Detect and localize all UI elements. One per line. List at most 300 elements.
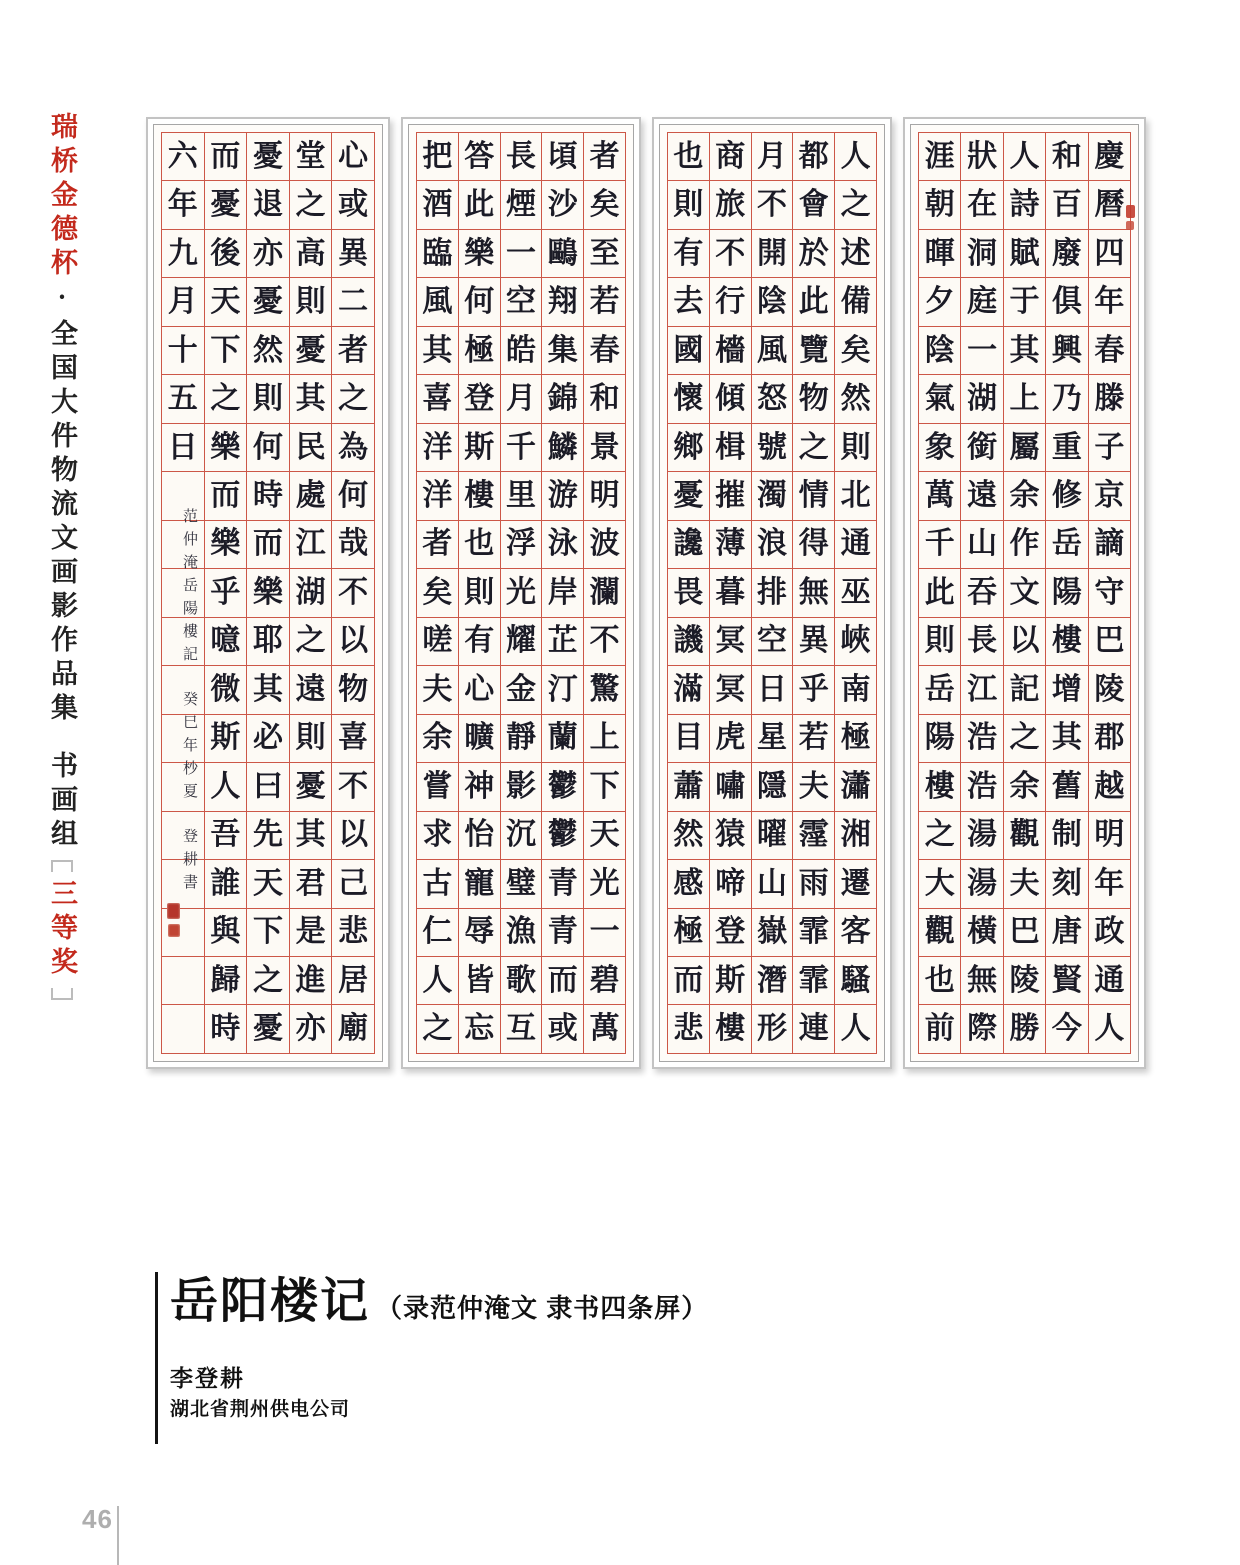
calligraphy-cell: 人 (1009, 139, 1040, 173)
calligraphy-cell: 曜 (752, 811, 793, 859)
calligraphy-cell: 青 (542, 908, 583, 956)
calligraphy-cell: 而 (205, 471, 247, 519)
calligraphy-cell: 其 (290, 811, 332, 859)
calligraphy-cell: 上 (1004, 374, 1045, 422)
calligraphy-cell: 也 (919, 956, 960, 1004)
calligraphy-cell: 煙 (501, 180, 542, 228)
calligraphy-cell: 沙 (542, 180, 583, 228)
calligraphy-cell: 京 (1089, 471, 1130, 519)
calligraphy-cell: 憂 (668, 471, 709, 519)
calligraphy-cell: 憂 (247, 277, 289, 325)
calligraphy-cell: 里 (501, 471, 542, 519)
calligraphy-cell: 制 (1046, 811, 1087, 859)
calligraphy-panel (401, 117, 641, 1069)
calligraphy-cell: 傾 (710, 374, 751, 422)
calligraphy-cell: 與 (205, 908, 247, 956)
calligraphy-cell: 夫 (793, 762, 834, 810)
calligraphy-cell: 悲 (332, 908, 374, 956)
calligraphy-cell: 人 (840, 139, 871, 173)
calligraphy-cell: 有 (668, 229, 709, 277)
calligraphy-cell: 和 (584, 374, 625, 422)
calligraphy-cell: 辱 (459, 908, 500, 956)
calligraphy-cell: 己 (332, 859, 374, 907)
calligraphy-cell: 以 (1004, 617, 1045, 665)
calligraphy-cell: 樓 (1046, 617, 1087, 665)
calligraphy-cell: 此 (919, 568, 960, 616)
panel-column (289, 133, 332, 1053)
calligraphy-cell: 皓 (501, 326, 542, 374)
calligraphy-cell: 樓 (919, 762, 960, 810)
calligraphy-cell: 耶 (247, 617, 289, 665)
calligraphy-cell: 江 (290, 520, 332, 568)
calligraphy-cell: 萬 (919, 471, 960, 519)
calligraphy-cell: 屬 (1004, 423, 1045, 471)
calligraphy-cell: 而 (247, 520, 289, 568)
calligraphy-cell: 君 (290, 859, 332, 907)
calligraphy-cell: 浩 (961, 714, 1002, 762)
calligraphy-cell: 曆 (1089, 180, 1130, 228)
calligraphy-cell: 憂 (290, 762, 332, 810)
panel-column (1045, 133, 1087, 1053)
panel-column (919, 133, 960, 1053)
calligraphy-cell: 為 (332, 423, 374, 471)
calligraphy-cell: 洋 (417, 423, 458, 471)
calligraphy-cell: 下 (205, 326, 247, 374)
calligraphy-cell: 瀾 (584, 568, 625, 616)
panel-paper (416, 132, 626, 1054)
calligraphy-cell: 之 (332, 374, 374, 422)
calligraphy-cell: 年 (1089, 277, 1130, 325)
panel-frame-inner (659, 124, 885, 1062)
calligraphy-cell: 鬱 (542, 811, 583, 859)
calligraphy-cell: 修 (1046, 471, 1087, 519)
calligraphy-cell: 潛 (752, 956, 793, 1004)
calligraphy-cell: 賦 (1004, 229, 1045, 277)
calligraphy-panel (652, 117, 892, 1069)
calligraphy-cell: 霪 (793, 811, 834, 859)
calligraphy-cell: 興 (1046, 326, 1087, 374)
calligraphy-cell: 百 (1046, 180, 1087, 228)
calligraphy-cell: 高 (290, 229, 332, 277)
calligraphy-cell: 然 (668, 811, 709, 859)
calligraphy-cell: 物 (793, 374, 834, 422)
calligraphy-cell: 陽 (1046, 568, 1087, 616)
calligraphy-cell: 慶 (1094, 139, 1125, 173)
calligraphy-cell: 通 (835, 520, 876, 568)
calligraphy-cell: 明 (584, 471, 625, 519)
competition-name-black: ·全国大件物流文画影作品集 (47, 282, 77, 727)
calligraphy-cell: 吞 (961, 568, 1002, 616)
calligraphy-cell: 號 (752, 423, 793, 471)
calligraphy-cell: 樂 (205, 423, 247, 471)
calligraphy-cell: 酒 (417, 180, 458, 228)
calligraphy-cell: 以 (332, 617, 374, 665)
calligraphy-cell: 或 (542, 1004, 583, 1052)
panel-column (668, 133, 709, 1053)
group-label: 书画组 (47, 751, 77, 853)
calligraphy-cell: 雨 (793, 859, 834, 907)
calligraphy-cell: 極 (668, 908, 709, 956)
calligraphy-cell: 之 (205, 374, 247, 422)
calligraphy-cell: 極 (459, 326, 500, 374)
calligraphy-cell: 微 (205, 665, 247, 713)
calligraphy-cell: 岳 (919, 665, 960, 713)
calligraphy-cell: 朝 (919, 180, 960, 228)
calligraphy-cell: 夫 (417, 665, 458, 713)
calligraphy-cell: 湯 (961, 859, 1002, 907)
calligraphy-cell: 春 (584, 326, 625, 374)
calligraphy-cell: 芷 (542, 617, 583, 665)
calligraphy-cell: 庭 (961, 277, 1002, 325)
calligraphy-cell: 月 (162, 277, 204, 325)
calligraphy-cell: 感 (668, 859, 709, 907)
calligraphy-cell: 觀 (1004, 811, 1045, 859)
calligraphy-cell: 何 (247, 423, 289, 471)
calligraphy-cell: 求 (417, 811, 458, 859)
calligraphy-cell: 一 (961, 326, 1002, 374)
calligraphy-cell: 情 (793, 471, 834, 519)
calligraphy-cell: 璧 (501, 859, 542, 907)
calligraphy-cell: 則 (459, 568, 500, 616)
calligraphy-cell: 騷 (835, 956, 876, 1004)
calligraphy-cell: 異 (332, 229, 374, 277)
signature-text-3: 登耕書 (181, 828, 197, 897)
calligraphy-cell: 啼 (710, 859, 751, 907)
calligraphy-cell: 也 (673, 139, 704, 173)
calligraphy-cell: 樂 (459, 229, 500, 277)
calligraphy-cell: 或 (332, 180, 374, 228)
calligraphy-cell: 懷 (668, 374, 709, 422)
calligraphy-cell: 萬 (584, 1004, 625, 1052)
calligraphy-cell: 波 (584, 520, 625, 568)
calligraphy-cell: 何 (332, 471, 374, 519)
calligraphy-cell: 郡 (1089, 714, 1130, 762)
calligraphy-cell: 若 (793, 714, 834, 762)
calligraphy-cell: 象 (919, 423, 960, 471)
calligraphy-cell: 于 (1004, 277, 1045, 325)
panel-column (583, 133, 625, 1053)
award-bracket-close-icon (51, 988, 73, 1000)
calligraphy-cell: 寵 (459, 859, 500, 907)
calligraphy-cell: 風 (752, 326, 793, 374)
calligraphy-cell: 民 (290, 423, 332, 471)
calligraphy-cell: 暉 (919, 229, 960, 277)
calligraphy-cell: 六 (167, 139, 198, 173)
calligraphy-cell: 狀 (967, 139, 998, 173)
calligraphy-cell: 蘭 (542, 714, 583, 762)
calligraphy-cell: 空 (501, 277, 542, 325)
calligraphy-cell: 不 (332, 568, 374, 616)
calligraphy-cell: 氣 (919, 374, 960, 422)
calligraphy-cell: 者 (589, 139, 620, 173)
calligraphy-cell: 哉 (332, 520, 374, 568)
calligraphy-cell: 千 (919, 520, 960, 568)
calligraphy-cell: 憂 (252, 139, 283, 173)
panel-column (1088, 133, 1130, 1053)
calligraphy-cell: 嘯 (710, 762, 751, 810)
calligraphy-cell: 巴 (1004, 908, 1045, 956)
calligraphy-cell: 樂 (205, 520, 247, 568)
calligraphy-cell: 此 (793, 277, 834, 325)
calligraphy-cell: 陽 (919, 714, 960, 762)
calligraphy-cell: 遠 (961, 471, 1002, 519)
panel-column (417, 133, 458, 1053)
calligraphy-cell: 汀 (542, 665, 583, 713)
panel-frame-inner (408, 124, 634, 1062)
calligraphy-panel (146, 117, 390, 1069)
calligraphy-cell: 增 (1046, 665, 1087, 713)
calligraphy-cell: 陰 (919, 326, 960, 374)
calligraphy-panel (903, 117, 1146, 1069)
panel-column (709, 133, 751, 1053)
panel-column (246, 133, 289, 1053)
calligraphy-cell: 洋 (417, 471, 458, 519)
calligraphy-cell (162, 956, 204, 1004)
calligraphy-cell: 浪 (752, 520, 793, 568)
calligraphy-cell: 亦 (247, 229, 289, 277)
calligraphy-cell: 則 (290, 277, 332, 325)
calligraphy-cell: 之 (417, 1004, 458, 1052)
calligraphy-cell: 備 (835, 277, 876, 325)
calligraphy-cell: 千 (501, 423, 542, 471)
calligraphy-cell: 遷 (835, 859, 876, 907)
calligraphy-cell: 記 (1004, 665, 1045, 713)
calligraphy-cell: 通 (1089, 956, 1130, 1004)
calligraphy-cell: 何 (459, 277, 500, 325)
calligraphy-cell (162, 1004, 204, 1052)
calligraphy-cell: 讒 (668, 520, 709, 568)
calligraphy-cell: 際 (961, 1004, 1002, 1052)
calligraphy-cell: 下 (584, 762, 625, 810)
calligraphy-cell: 憂 (247, 1004, 289, 1052)
signature-text-2: 癸巳年杪夏 (181, 691, 197, 806)
calligraphy-cell: 二 (332, 277, 374, 325)
calligraphy-cell: 勝 (1004, 1004, 1045, 1052)
award-bracket-open-icon (51, 860, 73, 872)
calligraphy-cell: 國 (668, 326, 709, 374)
calligraphy-cell: 湖 (290, 568, 332, 616)
calligraphy-cell: 舊 (1046, 762, 1087, 810)
calligraphy-cell: 賢 (1046, 956, 1087, 1004)
calligraphy-cell: 之 (793, 423, 834, 471)
calligraphy-cell: 浮 (501, 520, 542, 568)
calligraphy-cell: 楫 (710, 423, 751, 471)
calligraphy-cell: 山 (961, 520, 1002, 568)
calligraphy-cell: 滕 (1089, 374, 1130, 422)
calligraphy-cell: 會 (793, 180, 834, 228)
calligraphy-cell: 俱 (1046, 277, 1087, 325)
calligraphy-cell: 堂 (295, 139, 326, 173)
calligraphy-cell: 斯 (710, 956, 751, 1004)
calligraphy-cell: 鄉 (668, 423, 709, 471)
calligraphy-cell: 冥 (710, 617, 751, 665)
calligraphy-cell: 先 (247, 811, 289, 859)
calligraphy-cell: 湯 (961, 811, 1002, 859)
calligraphy-cell: 泳 (542, 520, 583, 568)
calligraphy-cell: 四 (1089, 229, 1130, 277)
calligraphy-cell: 不 (584, 617, 625, 665)
calligraphy-cell: 鱗 (542, 423, 583, 471)
calligraphy-cell: 其 (290, 374, 332, 422)
calligraphy-cell: 春 (1089, 326, 1130, 374)
artwork-title: 岳阳楼记 (170, 1275, 371, 1328)
calligraphy-cell: 進 (290, 956, 332, 1004)
calligraphy-cell: 之 (1004, 714, 1045, 762)
calligraphy-cell: 長 (505, 139, 536, 173)
calligraphy-cell: 政 (1089, 908, 1130, 956)
calligraphy-cell: 噫 (205, 617, 247, 665)
calligraphy-cell: 不 (332, 762, 374, 810)
calligraphy-cell: 錦 (542, 374, 583, 422)
panel-paper (667, 132, 877, 1054)
calligraphy-cell: 巫 (835, 568, 876, 616)
calligraphy-cell: 觀 (919, 908, 960, 956)
calligraphy-cell: 也 (459, 520, 500, 568)
calligraphy-cell: 頃 (547, 139, 578, 173)
leading-seal (1126, 205, 1135, 218)
calligraphy-cell: 刻 (1046, 859, 1087, 907)
calligraphy-cell: 喜 (417, 374, 458, 422)
artist-organization: 湖北省荆州供电公司 (170, 1399, 351, 1420)
calligraphy-cell: 岸 (542, 568, 583, 616)
calligraphy-cell: 銜 (961, 423, 1002, 471)
calligraphy-cell: 青 (542, 859, 583, 907)
calligraphy-cell: 開 (752, 229, 793, 277)
calligraphy-cell: 守 (1089, 568, 1130, 616)
calligraphy-cell: 忘 (459, 1004, 500, 1052)
calligraphy-cell: 摧 (710, 471, 751, 519)
caption-divider (155, 1272, 158, 1444)
calligraphy-cell: 陵 (1004, 956, 1045, 1004)
competition-name-red: 瑞桥金德杯 (47, 112, 77, 282)
calligraphy-cell: 排 (752, 568, 793, 616)
calligraphy-cell: 重 (1046, 423, 1087, 471)
calligraphy-cell: 長 (961, 617, 1002, 665)
calligraphy-cell: 驚 (584, 665, 625, 713)
panel-column (500, 133, 542, 1053)
calligraphy-cell: 在 (961, 180, 1002, 228)
panel-column (792, 133, 834, 1053)
calligraphy-cell: 日 (162, 423, 204, 471)
calligraphy-cell: 客 (835, 908, 876, 956)
artist-seal (168, 924, 180, 937)
calligraphy-cell: 之 (835, 180, 876, 228)
panel-column (1003, 133, 1045, 1053)
calligraphy-cell: 子 (1089, 423, 1130, 471)
calligraphy-cell: 後 (205, 229, 247, 277)
artwork-subtitle: （录范仲淹文 隶书四条屏） (376, 1293, 709, 1323)
calligraphy-cell: 九 (162, 229, 204, 277)
footer-divider (117, 1506, 119, 1565)
calligraphy-cell: 陰 (752, 277, 793, 325)
calligraphy-cell: 星 (752, 714, 793, 762)
calligraphy-cell: 天 (247, 859, 289, 907)
calligraphy-cell: 者 (332, 326, 374, 374)
calligraphy-cell: 得 (793, 520, 834, 568)
calligraphy-cell: 湖 (961, 374, 1002, 422)
calligraphy-cell: 憂 (205, 180, 247, 228)
caption-title-row (170, 1276, 708, 1329)
calligraphy-cell: 年 (1089, 859, 1130, 907)
calligraphy-cell: 和 (1051, 139, 1082, 173)
calligraphy-cell: 覽 (793, 326, 834, 374)
calligraphy-cell: 光 (501, 568, 542, 616)
artist-seal (167, 903, 180, 919)
calligraphy-cell: 謫 (1089, 520, 1130, 568)
calligraphy-cell: 詩 (1004, 180, 1045, 228)
calligraphy-cell: 之 (247, 956, 289, 1004)
calligraphy-cell: 余 (1004, 471, 1045, 519)
calligraphy-cell: 遠 (290, 665, 332, 713)
calligraphy-cell: 天 (584, 811, 625, 859)
calligraphy-cell: 文 (1004, 568, 1045, 616)
calligraphy-cell: 耀 (501, 617, 542, 665)
calligraphy-cell: 廟 (332, 1004, 374, 1052)
calligraphy-cell: 譏 (668, 617, 709, 665)
calligraphy-cell: 則 (835, 423, 876, 471)
calligraphy-cell: 五 (162, 374, 204, 422)
calligraphy-cell: 檣 (710, 326, 751, 374)
calligraphy-cell: 退 (247, 180, 289, 228)
calligraphy-cell: 漁 (501, 908, 542, 956)
calligraphy-cell: 以 (332, 811, 374, 859)
calligraphy-cell: 行 (710, 277, 751, 325)
calligraphy-cell: 十 (162, 326, 204, 374)
calligraphy-cell: 登 (459, 374, 500, 422)
calligraphy-cell: 而 (542, 956, 583, 1004)
calligraphy-cell: 樂 (247, 568, 289, 616)
calligraphy-cell: 是 (290, 908, 332, 956)
calligraphy-cell: 吾 (205, 811, 247, 859)
calligraphy-cell: 悲 (668, 1004, 709, 1052)
calligraphy-cell: 夕 (919, 277, 960, 325)
calligraphy-cell: 其 (1046, 714, 1087, 762)
calligraphy-cell: 則 (919, 617, 960, 665)
calligraphy-cell: 月 (501, 374, 542, 422)
calligraphy-cell: 憂 (290, 326, 332, 374)
calligraphy-cell: 矣 (417, 568, 458, 616)
calligraphy-cell: 湘 (835, 811, 876, 859)
calligraphy-cell: 暮 (710, 568, 751, 616)
calligraphy-cell: 碧 (584, 956, 625, 1004)
calligraphy-cell: 嗟 (417, 617, 458, 665)
calligraphy-cell: 答 (464, 139, 495, 173)
calligraphy-cell: 於 (793, 229, 834, 277)
panel-frame-inner (153, 124, 383, 1062)
calligraphy-cell: 洞 (961, 229, 1002, 277)
calligraphy-cell: 述 (835, 229, 876, 277)
calligraphy-cell: 亦 (290, 1004, 332, 1052)
calligraphy-cell: 乎 (793, 665, 834, 713)
calligraphy-cell: 廢 (1046, 229, 1087, 277)
calligraphy-cell: 其 (1004, 326, 1045, 374)
calligraphy-cell: 去 (668, 277, 709, 325)
calligraphy-cell: 連 (793, 1004, 834, 1052)
panel-column (541, 133, 583, 1053)
calligraphy-cell: 越 (1089, 762, 1130, 810)
calligraphy-cell: 北 (835, 471, 876, 519)
calligraphy-cell: 若 (584, 277, 625, 325)
calligraphy-cell: 神 (459, 762, 500, 810)
calligraphy-cell: 蕭 (668, 762, 709, 810)
calligraphy-cell: 無 (961, 956, 1002, 1004)
panel-column (960, 133, 1002, 1053)
calligraphy-cell: 之 (290, 617, 332, 665)
calligraphy-cell: 登 (710, 908, 751, 956)
calligraphy-cell: 隱 (752, 762, 793, 810)
calligraphy-cell: 此 (459, 180, 500, 228)
calligraphy-cell: 樓 (459, 471, 500, 519)
